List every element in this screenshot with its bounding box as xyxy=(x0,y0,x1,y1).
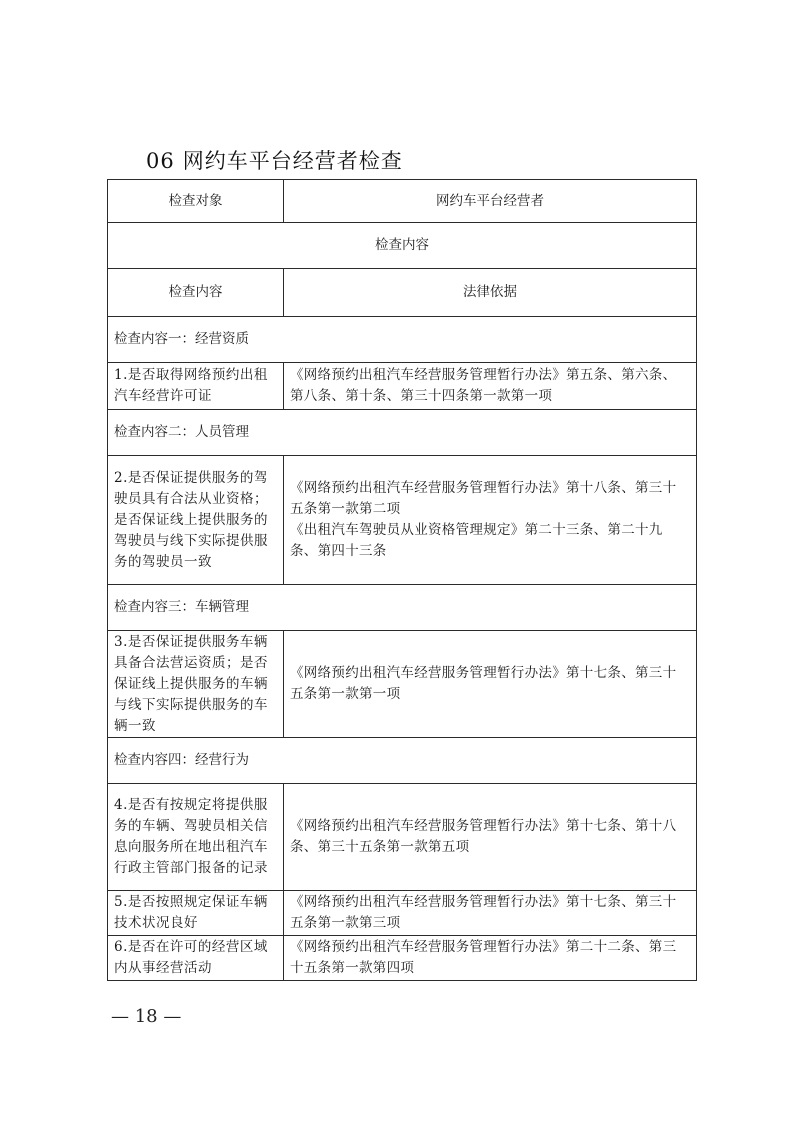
table-row xyxy=(108,363,697,410)
check-item: 6.是否在许可的经营区域内从事经营活动 xyxy=(108,936,284,981)
check-item: 4.是否有按规定将提供服务的车辆、驾驶员相关信息向服务所在地出租汽车行政主管部门报备的记录 xyxy=(108,784,284,891)
legal-basis-line: 《出租汽车驾驶员从业资格管理规定》第二十三条、第二十九条、第四十三条 xyxy=(290,522,663,559)
legal-basis-line: 《网络预约出租汽车经营服务管理暂行办法》第十七条、第三十五条第一款第三项 xyxy=(290,894,677,931)
page-title xyxy=(146,145,403,175)
check-item: 2.是否保证提供服务的驾驶员具有合法从业资格；是否保证线上提供服务的驾驶员与线下实际提供服务的驾驶员一致 xyxy=(108,456,284,585)
column-header-item: 检查内容 xyxy=(108,269,284,317)
page-number: — 18 — xyxy=(111,1006,182,1027)
section-title: 网约车平台经营者检查 xyxy=(182,149,403,173)
section-title: 检查内容二：人员管理 xyxy=(108,410,697,456)
legal-basis xyxy=(284,456,697,585)
content-header: 检查内容 xyxy=(108,223,697,269)
table-row xyxy=(108,631,697,738)
section-row xyxy=(108,410,697,456)
object-value: 网约车平台经营者 xyxy=(284,180,697,223)
table-row xyxy=(108,936,697,981)
legal-basis-line: 《网络预约出租汽车经营服务管理暂行办法》第五条、第六条、第八条、第十条、第三十四条第一款第一项 xyxy=(290,367,677,404)
section-row xyxy=(108,585,697,631)
section-title: 检查内容三：车辆管理 xyxy=(108,585,697,631)
legal-basis xyxy=(284,631,697,738)
table-row xyxy=(108,784,697,891)
legal-basis-line: 《网络预约出租汽车经营服务管理暂行办法》第十八条、第三十五条第一款第二项 xyxy=(290,480,677,517)
legal-basis-line: 《网络预约出租汽车经营服务管理暂行办法》第十七条、第三十五条第一款第一项 xyxy=(290,665,677,702)
check-item: 5.是否按照规定保证车辆技术状况良好 xyxy=(108,891,284,936)
legal-basis xyxy=(284,936,697,981)
legal-basis xyxy=(284,891,697,936)
section-title: 检查内容一：经营资质 xyxy=(108,317,697,363)
inspection-object-row xyxy=(108,180,697,223)
section-row xyxy=(108,317,697,363)
legal-basis xyxy=(284,784,697,891)
content-header-row xyxy=(108,223,697,269)
object-label: 检查对象 xyxy=(108,180,284,223)
column-header-row xyxy=(108,269,697,317)
table-row xyxy=(108,891,697,936)
column-header-basis: 法律依据 xyxy=(284,269,697,317)
section-number: 06 xyxy=(146,149,175,173)
legal-basis-line: 《网络预约出租汽车经营服务管理暂行办法》第二十二条、第三十五条第一款第四项 xyxy=(290,939,677,976)
inspection-table xyxy=(107,179,697,981)
check-item: 3.是否保证提供服务车辆具备合法营运资质；是否保证线上提供服务的车辆与线下实际提供服务的车辆一致 xyxy=(108,631,284,738)
legal-basis-line: 《网络预约出租汽车经营服务管理暂行办法》第十七条、第十八条、第三十五条第一款第五项 xyxy=(290,818,677,855)
section-row xyxy=(108,738,697,784)
legal-basis xyxy=(284,363,697,410)
check-item: 1.是否取得网络预约出租汽车经营许可证 xyxy=(108,363,284,410)
section-title: 检查内容四：经营行为 xyxy=(108,738,697,784)
table-row xyxy=(108,456,697,585)
